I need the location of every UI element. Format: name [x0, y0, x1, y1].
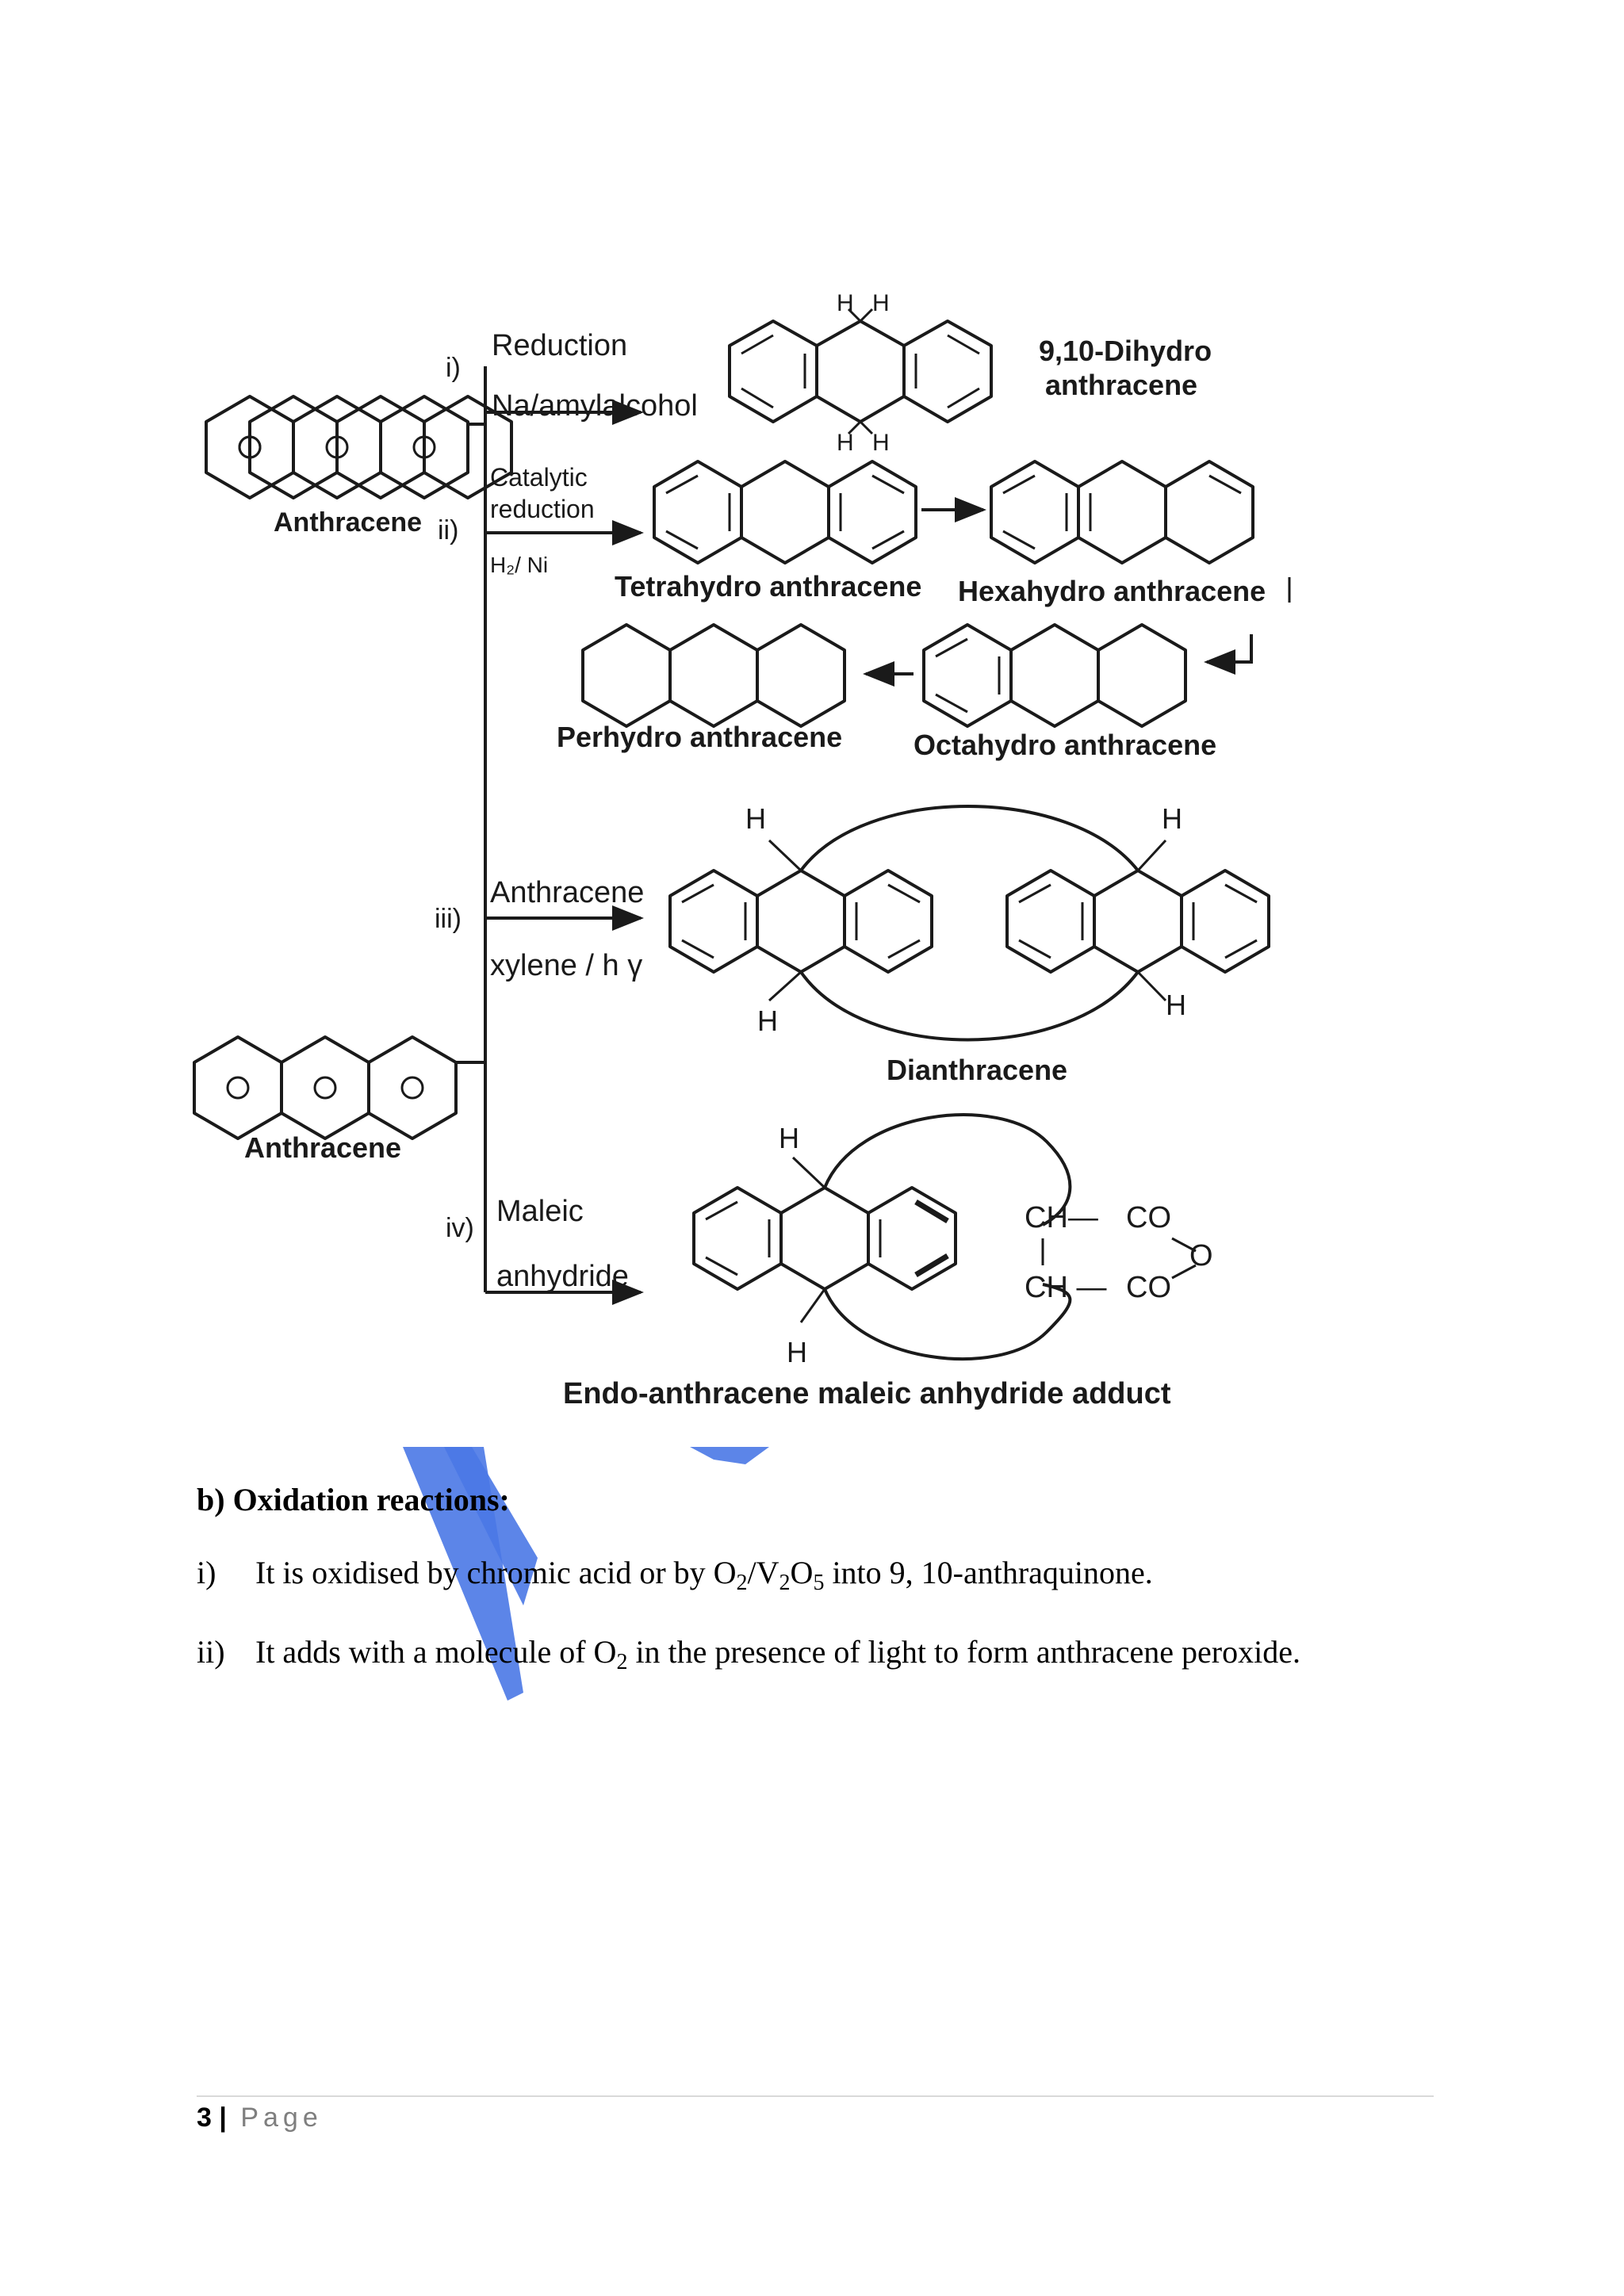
product-maleic-adduct: Endo-anthracene maleic anhydride adduct [563, 1377, 1171, 1410]
item-number: ii) [197, 1634, 225, 1670]
anthracene-structure-top [239, 396, 511, 498]
h-label: H [872, 290, 890, 316]
reagent-anhydride: anhydride [496, 1260, 629, 1293]
h-label: H [787, 1336, 807, 1368]
anthracene-structure-middle [194, 1037, 485, 1138]
h-label: H [872, 430, 890, 456]
product-octahydro: Octahydro anthracene [914, 729, 1217, 761]
reactant-label-middle: Anthracene [244, 1131, 402, 1164]
product-dihydro-line2: anthracene [1045, 369, 1198, 401]
reagent-xylene-hv: xylene / h γ [490, 949, 643, 982]
product-dihydro-line1: 9,10-Dihydro [1039, 335, 1212, 367]
numeral-i: i) [446, 353, 461, 383]
fragment-o: O [1189, 1239, 1213, 1272]
page-footer [197, 2103, 323, 2133]
fragment-ch-bottom: CH — [1025, 1271, 1107, 1304]
h-label: H [1162, 802, 1182, 835]
dihydroanthracene-structure [730, 309, 991, 434]
product-dianthracene: Dianthracene [887, 1054, 1068, 1086]
reagent-anthracene: Anthracene [490, 876, 645, 909]
h-label: H [757, 1004, 778, 1037]
hexahydroanthracene-structure [991, 461, 1253, 563]
reagent-reduction: Reduction [492, 329, 628, 362]
numeral-iv: iv) [446, 1213, 474, 1243]
h-label: H [779, 1122, 799, 1154]
maleic-adduct-structure [694, 1115, 1196, 1359]
reactant-label-top: Anthracene [274, 507, 423, 538]
oxidation-item-1 [197, 1554, 1481, 1596]
footer-divider [197, 2095, 1434, 2097]
product-hexahydro: Hexahydro anthracene [958, 575, 1266, 607]
numeral-ii: ii) [438, 515, 459, 545]
perhydroanthracene-structure [583, 625, 845, 726]
item-text: It adds with a molecule of $O_2$ in the presence of light to form anthracene peroxide. [255, 1634, 1300, 1674]
footer-separator: | [219, 2103, 227, 2133]
octahydroanthracene-structure [924, 625, 1185, 726]
h-label: H [837, 290, 854, 316]
reagent-maleic: Maleic [496, 1195, 584, 1228]
reagent-catalytic: Catalytic [490, 463, 588, 492]
page-word: Page [240, 2103, 323, 2133]
reagent-reduction-ii: reduction [490, 495, 595, 523]
oxidation-heading: b) Oxidation reactions: [197, 1482, 510, 1517]
product-tetrahydro: Tetrahydro anthracene [615, 570, 922, 603]
h-label: H [745, 802, 766, 835]
fragment-ch-top: CH— [1025, 1201, 1098, 1234]
oxidation-item-2 [197, 1633, 1481, 1675]
h-label: H [1166, 989, 1186, 1021]
h-label: H [837, 430, 854, 456]
numeral-iii: iii) [435, 904, 462, 934]
fragment-co-bottom: CO [1126, 1271, 1171, 1304]
item-number: i) [197, 1555, 216, 1590]
fragment-co-top: CO [1126, 1201, 1171, 1234]
reagent-na-amylalcohol: Na/amylalcohol [492, 389, 698, 423]
product-perhydro: Perhydro anthracene [557, 721, 843, 753]
item-text: It is oxidised by chromic acid or by $O_2/V_2O_5$ into 9, 10-anthraquinone. [255, 1555, 1153, 1595]
tetrahydroanthracene-structure [654, 461, 916, 563]
catalyst-h2-ni: H₂/ Ni [490, 553, 549, 577]
page-number: 3 [197, 2103, 212, 2133]
